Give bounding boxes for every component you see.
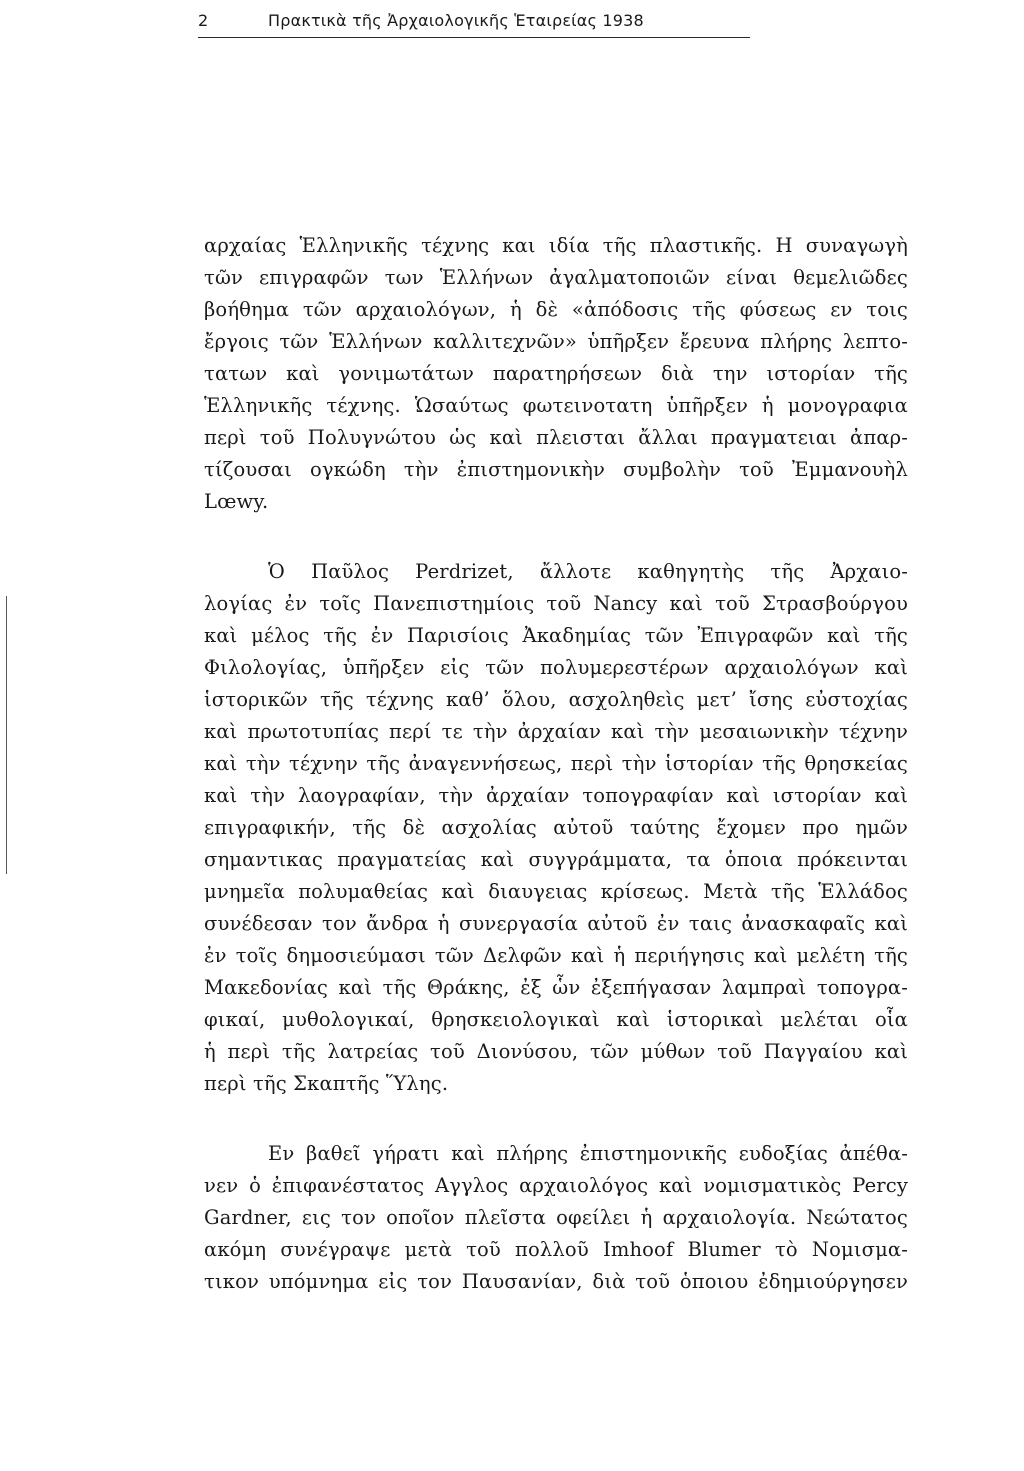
text-line: φικαί, μυθολογικαί, θρησκειολογικαὶ καὶ ἱστορικαὶ μελέται οἷα — [204, 1008, 908, 1031]
text-line: ἔργοις τῶν Ἑλλήνων καλλιτεχνῶν» ὑπῆρξεν ἔρευνα πλήρης λεπτο- — [204, 330, 908, 353]
text-line: Lœwy. — [204, 490, 269, 513]
text-line: επιγραφικήν, τῆς δὲ ασχολίας αὐτοῦ ταύτης ἔχομεν προ ημῶν — [204, 816, 908, 839]
running-head — [198, 8, 758, 34]
text-line: νεν ὁ ἐπιφανέστατος Αγγλος αρχαιολόγος καὶ νομισματικὸς Percy — [204, 1174, 908, 1197]
text-line: συνέδεσαν τον ἄνδρα ἡ συνεργασία αὐτοῦ ἐν ταις ἀνασκαφαῖς καὶ — [204, 912, 908, 935]
text-line: καὶ πρωτοτυπίας περί τε τὴν ἀρχαίαν καὶ τὴν μεσαιωνικὴν τέχνην — [204, 720, 908, 743]
text-line: Gardner, εις τον οποῖον πλεῖστα οφείλει ἡ αρχαιολογία. Νεώτατος — [204, 1206, 908, 1229]
text-line: ακόμη συνέγραψε μετὰ τοῦ πολλοῦ Imhoof Blumer τὸ Νομισμα- — [204, 1238, 908, 1261]
text-line: ἱστορικῶν τῆς τέχνης καθ’ ὅλου, ασχοληθεὶς μετ’ ἴσης εὐστοχίας — [204, 688, 908, 711]
margin-rule — [6, 596, 7, 874]
text-line: Ὁ Παῦλος Perdrizet, ἄλλοτε καθηγητὴς τῆς Ἀρχαιο- — [268, 560, 908, 583]
text-line: Ἑλληνικῆς τέχνης. Ὡσαύτως φωτεινοτατη ὑπῆρξεν ἡ μονογραφια — [204, 394, 908, 417]
page-number: 2 — [198, 11, 209, 30]
text-line: αρχαίας Ἑλληνικῆς τέχνης και ιδία τῆς πλαστικῆς. Η συναγωγὴ — [204, 234, 908, 257]
text-line: τικον υπόμνημα εἰς τον Παυσανίαν, διὰ τοῦ ὁποιου ἐδημιούργησεν — [204, 1270, 908, 1293]
text-line: καὶ μέλος τῆς ἐν Παρισίοις Ἀκαδημίας τῶν Ἐπιγραφῶν καὶ τῆς — [204, 624, 908, 647]
text-line: καὶ τὴν λαογραφίαν, τὴν ἀρχαίαν τοπογραφίαν καὶ ιστορίαν καὶ — [204, 784, 908, 807]
text-line: Εν βαθεῖ γήρατι καὶ πλήρης ἐπιστημονικῆς ευδοξίας ἀπέθα- — [268, 1142, 908, 1165]
text-line: ἐν τοῖς δημοσιεύμασι τῶν Δελφῶν καὶ ἡ περιήγησις καὶ μελέτη τῆς — [204, 944, 908, 967]
text-line: περὶ τῆς Σκαπτῆς Ὕλης. — [204, 1072, 449, 1095]
text-line: Φιλολογίας, ὑπῆρξεν εἰς τῶν πολυμερεστέρων αρχαιολόγων καὶ — [204, 656, 908, 679]
text-line: σημαντικας πραγματείας καὶ συγγράμματα, τα ὁποια πρόκεινται — [204, 848, 908, 871]
text-line: βοήθημα τῶν αρχαιολόγων, ἡ δὲ «ἀπόδοσις τῆς φύσεως εν τοις — [204, 298, 908, 321]
text-line: τῶν επιγραφῶν των Ἑλλήνων ἀγαλματοποιῶν είναι θεμελιῶδες — [204, 266, 908, 289]
text-line: τίζουσαι ογκώδη τὴν ἐπιστημονικὴν συμβολὴν τοῦ Ἐμμανουὴλ — [204, 458, 908, 481]
text-line: Μακεδονίας καὶ τῆς Θράκης, ἐξ ὧν ἐξεπήγασαν λαμπραὶ τοπογρα- — [204, 976, 908, 999]
text-line: καὶ τὴν τέχνην τῆς ἀναγεννήσεως, περὶ τὴν ἱστορίαν τῆς θρησκείας — [204, 752, 908, 775]
text-line: μνημεῖα πολυμαθείας καὶ διαυγειας κρίσεως. Μετὰ τῆς Ἑλλάδος — [204, 880, 908, 903]
text-line: τατων καὶ γονιμωτάτων παρατηρήσεων διὰ την ιστορίαν τῆς — [204, 362, 908, 385]
text-line: ἡ περὶ τῆς λατρείας τοῦ Διονύσου, τῶν μύθων τοῦ Παγγαίου καὶ — [204, 1040, 908, 1063]
text-line: περὶ τοῦ Πολυγνώτου ὡς καὶ πλεισται ἄλλαι πραγματειαι ἀπαρ- — [204, 426, 908, 449]
journal-title: Πρακτικὰ τῆς Ἀρχαιολογικῆς Ἑταιρείας 1938 — [268, 11, 644, 30]
text-line: λογίας ἐν τοῖς Πανεπιστημίοις τοῦ Nancy καὶ τοῦ Στρασβούργου — [204, 592, 908, 615]
header-rule — [198, 37, 750, 38]
